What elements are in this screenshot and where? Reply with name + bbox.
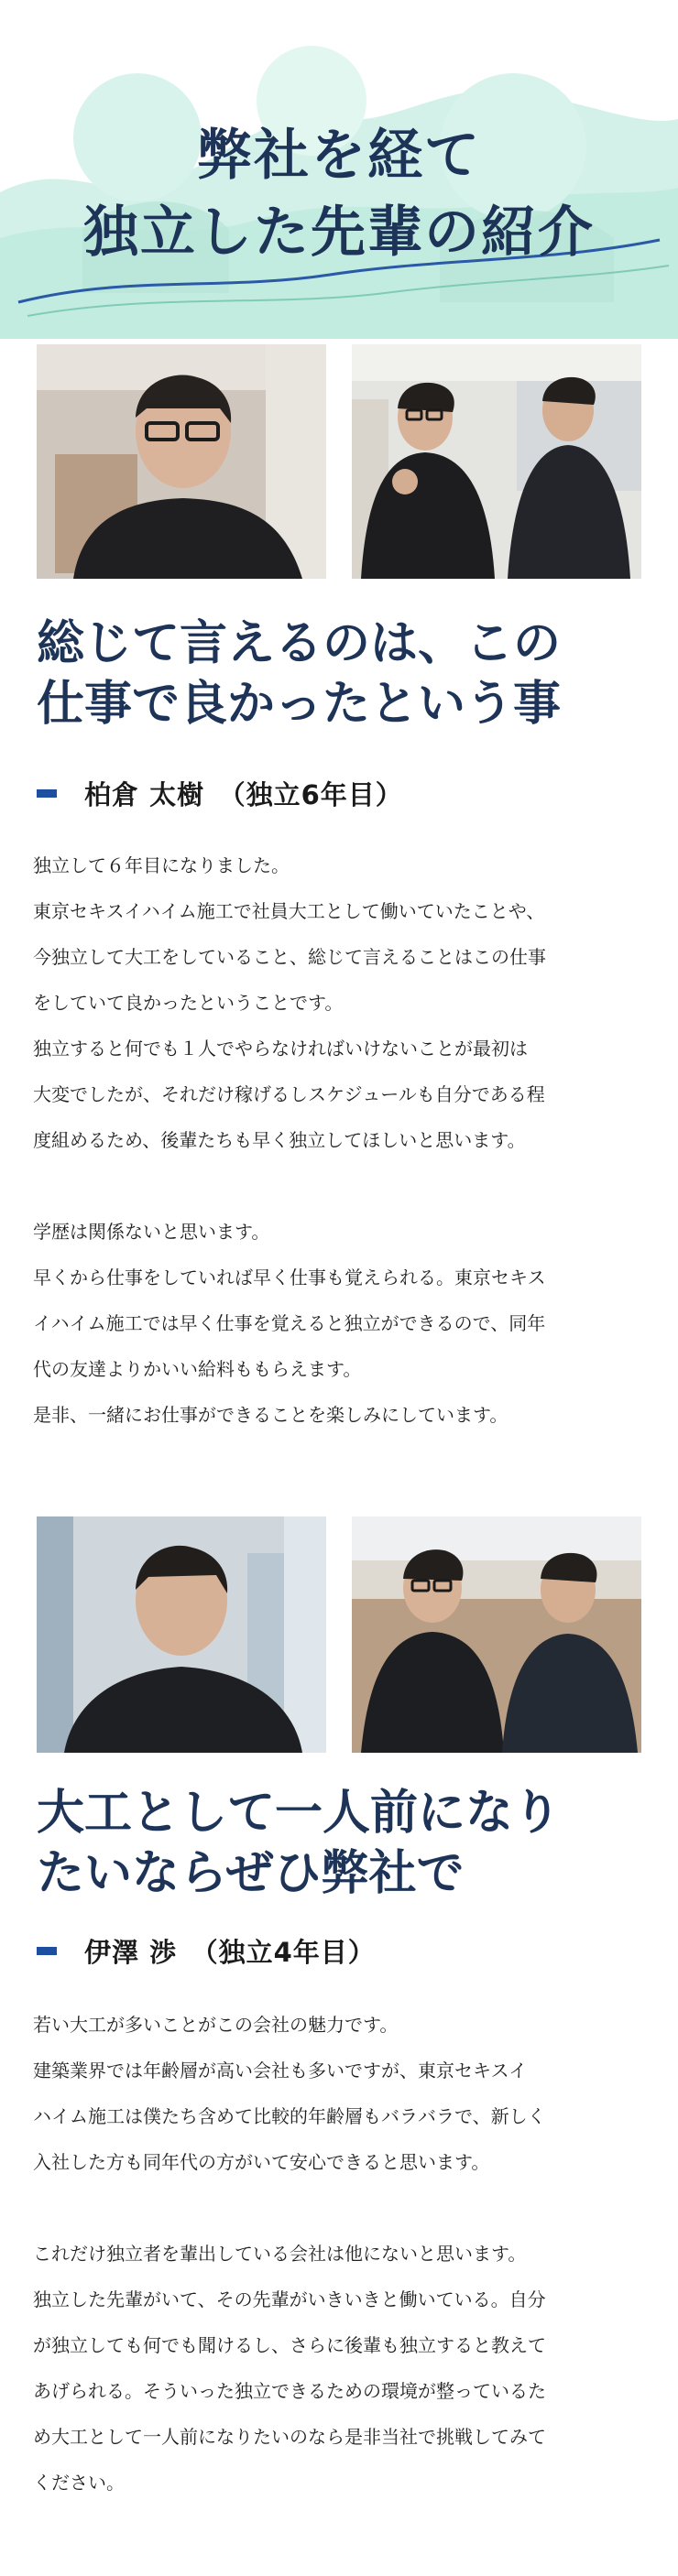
body-line: 若い大工が多いことがこの会社の魅力です。	[33, 2014, 399, 2036]
senior-1-portrait-photo	[37, 344, 326, 579]
section-1-headline-line-2: 仕事で良かったという事	[37, 677, 562, 732]
body-line: ください。	[33, 2472, 125, 2494]
section-2-name-row	[37, 1934, 376, 1967]
body-line: め大工として一人前になりたいのなら是非当社で挑戦してみて	[33, 2426, 546, 2448]
body-line: 建築業界では年齢層が高い会社も多いですが、東京セキスイ	[33, 2060, 528, 2081]
name-bullet-bar	[37, 1947, 57, 1955]
section-2-headline-line-1: 大工として一人前になり	[37, 1786, 562, 1841]
page-title-line-1: 弊社を経て	[197, 124, 481, 188]
body-line: あげられる。そういった独立できるための環境が整っているた	[33, 2380, 546, 2402]
hero-banner	[0, 0, 678, 339]
body-line: イハイム施工では早く仕事を覚えると独立ができるので、同年	[33, 1312, 546, 1334]
section-1-name-row	[37, 777, 403, 810]
body-line: 入社した方も同年代の方がいて安心できると思います。	[33, 2151, 490, 2173]
body-line: ハイム施工は僕たち含めて比較的年齢層もバラバラで、新しく	[33, 2105, 546, 2127]
body-line: 大変でしたが、それだけ稼げるしスケジュールも自分である程	[33, 1083, 545, 1105]
section-2-name: 伊澤 渉 （独立4年目）	[84, 1936, 376, 1968]
body-line: 今独立して大工をしていること、総じて言えることはこの仕事	[33, 946, 546, 968]
section-1-body	[33, 842, 645, 1438]
body-line: これだけ独立者を輩出している会社は他にないと思います。	[33, 2243, 527, 2265]
name-bullet-bar	[37, 789, 57, 798]
body-line: をしていて良かったということです。	[33, 992, 344, 1014]
body-line: 独立すると何でも１人でやらなければいけないことが最初は	[33, 1038, 528, 1060]
senior-2-duo-photo	[352, 1516, 641, 1753]
body-line: 独立した先輩がいて、その先輩がいきいきと働いている。自分	[33, 2288, 546, 2310]
body-line: 代の友達よりかいい給料ももらえます。	[33, 1358, 362, 1380]
body-line: 東京セキスイハイム施工で社員大工として働いていたことや、	[33, 900, 545, 922]
section-2-headline-line-2: たいならぜひ弊社で	[37, 1846, 465, 1901]
section-1-headline	[37, 614, 660, 734]
section-1-name: 柏倉 太樹 （独立6年目）	[84, 778, 403, 810]
paragraph-gap	[33, 2185, 645, 2231]
page-title	[0, 117, 678, 271]
body-line: 独立して６年目になりました。	[33, 854, 290, 876]
section-2-body	[33, 2002, 645, 2505]
senior-1-duo-photo	[352, 344, 641, 579]
page-title-line-2: 独立した先輩の紹介	[83, 201, 595, 265]
body-line: 度組めるため、後輩たちも早く独立してほしいと思います。	[33, 1129, 526, 1151]
section-1-headline-line-1: 総じて言えるのは、この	[37, 616, 562, 671]
section-2-headline	[37, 1783, 660, 1904]
body-line: が独立しても何でも聞けるし、さらに後輩も独立すると教えて	[33, 2334, 546, 2356]
paragraph-gap	[33, 1163, 645, 1209]
body-line: 学歴は関係ないと思います。	[33, 1221, 270, 1243]
senior-2-portrait-photo	[37, 1516, 326, 1753]
body-line: 是非、一緒にお仕事ができることを楽しみにしています。	[33, 1404, 508, 1426]
body-line: 早くから仕事をしていれば早く仕事も覚えられる。東京セキス	[33, 1266, 546, 1288]
